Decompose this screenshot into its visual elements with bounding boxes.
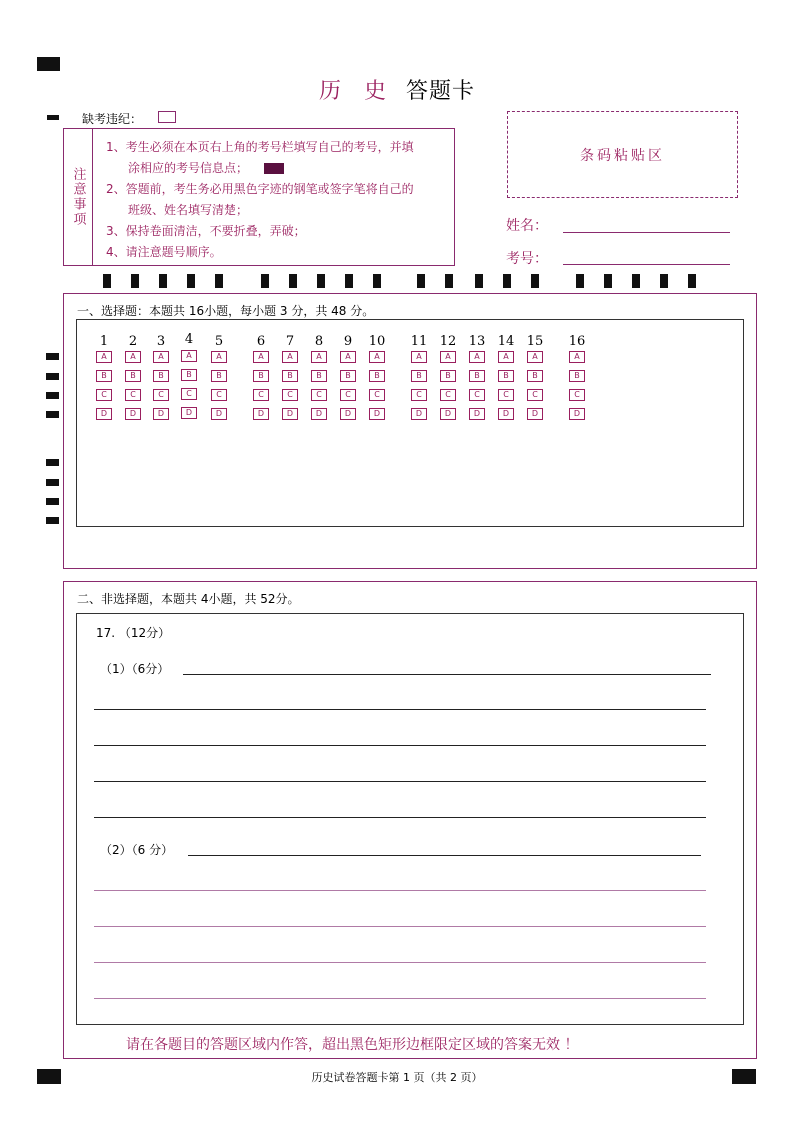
timing-mark: [289, 274, 297, 288]
timing-mark: [215, 274, 223, 288]
option-bubble-b[interactable]: B: [440, 370, 456, 382]
option-bubble-a[interactable]: A: [211, 351, 227, 363]
option-bubble-c[interactable]: C: [181, 388, 197, 400]
question-number: 11: [410, 334, 428, 349]
question-number: 8: [314, 334, 324, 349]
option-bubble-d[interactable]: D: [311, 408, 327, 420]
option-bubble-c[interactable]: C: [311, 389, 327, 401]
timing-mark: [475, 274, 483, 288]
option-bubble-d[interactable]: D: [569, 408, 585, 420]
option-bubble-d[interactable]: D: [282, 408, 298, 420]
answer-line[interactable]: [94, 781, 706, 782]
option-bubble-a[interactable]: A: [253, 351, 269, 363]
timing-mark: [531, 274, 539, 288]
question-number: 6: [256, 334, 266, 349]
option-bubble-d[interactable]: D: [181, 407, 197, 419]
notice-line-text: 涂相应的考号信息点；: [128, 161, 249, 175]
name-label: 姓名：: [506, 218, 548, 234]
page-title: [0, 74, 794, 105]
notice-line: [106, 158, 451, 179]
option-bubble-d[interactable]: D: [153, 408, 169, 420]
option-bubble-b[interactable]: B: [569, 370, 585, 382]
filled-example-mark: [264, 163, 284, 174]
notice-line: 班级、姓名填写清楚；: [128, 203, 249, 217]
timing-mark: [604, 274, 612, 288]
option-bubble-d[interactable]: D: [369, 408, 385, 420]
id-field[interactable]: [563, 264, 730, 265]
answer-line[interactable]: [94, 962, 706, 963]
question-number: 4: [184, 332, 194, 347]
barcode-area: [507, 111, 738, 198]
section-written-title: 二、非选择题，本题共 4小题，共 52分。: [77, 592, 300, 606]
timing-mark: [131, 274, 139, 288]
id-label: 考号：: [506, 251, 548, 267]
option-bubble-a[interactable]: A: [469, 351, 485, 363]
option-bubble-a[interactable]: A: [153, 351, 169, 363]
registration-mark-top-left: [37, 57, 60, 71]
question-number: 15: [526, 334, 544, 349]
option-bubble-c[interactable]: C: [498, 389, 514, 401]
option-bubble-a[interactable]: A: [527, 351, 543, 363]
question-17-label: 17. （12分）: [96, 626, 171, 640]
section-choice-title: 一、选择题：本题共 16小题，每小题 3 分，共 48 分。: [77, 304, 375, 318]
option-bubble-a[interactable]: A: [282, 351, 298, 363]
notice-line: 1、考生必须在本页右上角的考号栏填写自己的考号，并填: [106, 140, 414, 154]
option-bubble-d[interactable]: D: [411, 408, 427, 420]
option-bubble-a[interactable]: A: [96, 351, 112, 363]
option-bubble-c[interactable]: C: [253, 389, 269, 401]
notice-label: 注意事项: [64, 129, 93, 265]
option-bubble-c[interactable]: C: [125, 389, 141, 401]
name-field[interactable]: [563, 232, 730, 233]
question-number: 7: [285, 334, 295, 349]
option-bubble-a[interactable]: A: [569, 351, 585, 363]
side-mark: [46, 498, 59, 505]
option-bubble-a[interactable]: A: [125, 351, 141, 363]
option-bubble-b[interactable]: B: [498, 370, 514, 382]
notice-line: 4、请注意题号顺序。: [106, 245, 222, 259]
option-bubble-c[interactable]: C: [153, 389, 169, 401]
question-number: 10: [368, 334, 386, 349]
timing-mark: [103, 274, 111, 288]
question-17-2-label: （2）（6 分）: [100, 843, 174, 857]
notice-line: 3、保持卷面清洁，不要折叠，弄破；: [106, 224, 306, 238]
option-bubble-b[interactable]: B: [469, 370, 485, 382]
option-bubble-b[interactable]: B: [411, 370, 427, 382]
question-number: 1: [99, 334, 109, 349]
question-number: 2: [128, 334, 138, 349]
option-bubble-b[interactable]: B: [282, 370, 298, 382]
option-bubble-a[interactable]: A: [498, 351, 514, 363]
option-bubble-b[interactable]: B: [311, 370, 327, 382]
footer-warning: 请在各题目的答题区域内作答，超出黑色矩形边框限定区域的答案无效 ！: [126, 1037, 579, 1053]
timing-mark: [317, 274, 325, 288]
notice-box: [63, 128, 455, 266]
answer-line[interactable]: [183, 674, 711, 675]
side-mark: [46, 411, 59, 418]
timing-mark: [503, 274, 511, 288]
answer-line[interactable]: [94, 817, 706, 818]
option-bubble-a[interactable]: A: [440, 351, 456, 363]
option-bubble-c[interactable]: C: [440, 389, 456, 401]
timing-mark: [417, 274, 425, 288]
option-bubble-a[interactable]: A: [340, 351, 356, 363]
option-bubble-c[interactable]: C: [369, 389, 385, 401]
notice-line: 2、答题前，考生务必用黑色字迹的钢笔或签字笔将自己的: [106, 182, 414, 196]
option-bubble-d[interactable]: D: [96, 408, 112, 420]
option-bubble-d[interactable]: D: [211, 408, 227, 420]
timing-mark: [373, 274, 381, 288]
option-bubble-b[interactable]: B: [527, 370, 543, 382]
answer-line[interactable]: [94, 926, 706, 927]
card-title: 答题卡: [405, 79, 475, 104]
option-bubble-b[interactable]: B: [211, 370, 227, 382]
option-bubble-a[interactable]: A: [369, 351, 385, 363]
answer-line[interactable]: [94, 745, 706, 746]
answer-line[interactable]: [94, 709, 706, 710]
option-bubble-b[interactable]: B: [125, 370, 141, 382]
timing-mark: [576, 274, 584, 288]
option-bubble-d[interactable]: D: [440, 408, 456, 420]
answer-line[interactable]: [94, 890, 706, 891]
side-mark: [46, 373, 59, 380]
timing-mark: [632, 274, 640, 288]
option-bubble-a[interactable]: A: [311, 351, 327, 363]
option-bubble-d[interactable]: D: [125, 408, 141, 420]
barcode-label: 条码粘贴区: [580, 147, 665, 164]
option-bubble-d[interactable]: D: [253, 408, 269, 420]
option-bubble-c[interactable]: C: [96, 389, 112, 401]
side-mark: [46, 517, 59, 524]
side-mark: [46, 392, 59, 399]
timing-mark: [261, 274, 269, 288]
absent-checkbox[interactable]: [158, 111, 176, 123]
option-bubble-c[interactable]: C: [469, 389, 485, 401]
question-number: 5: [214, 334, 224, 349]
timing-mark: [345, 274, 353, 288]
option-bubble-d[interactable]: D: [498, 408, 514, 420]
timing-mark: [47, 115, 59, 120]
question-number: 3: [156, 334, 166, 349]
option-bubble-b[interactable]: B: [96, 370, 112, 382]
option-bubble-b[interactable]: B: [253, 370, 269, 382]
timing-mark: [688, 274, 696, 288]
timing-mark: [187, 274, 195, 288]
absent-label: 缺考违纪：: [82, 112, 143, 126]
option-bubble-b[interactable]: B: [181, 369, 197, 381]
option-bubble-c[interactable]: C: [411, 389, 427, 401]
question-number: 14: [497, 334, 515, 349]
page-number: 历史试卷答题卡第 1 页（共 2 页）: [311, 1071, 483, 1084]
question-number: 12: [439, 334, 457, 349]
question-number: 13: [468, 334, 486, 349]
option-bubble-d[interactable]: D: [469, 408, 485, 420]
option-bubble-c[interactable]: C: [340, 389, 356, 401]
question-number: 16: [568, 334, 586, 349]
option-bubble-a[interactable]: A: [181, 350, 197, 362]
question-number: 9: [343, 334, 353, 349]
option-bubble-c[interactable]: C: [569, 389, 585, 401]
option-bubble-b[interactable]: B: [340, 370, 356, 382]
side-mark: [46, 479, 59, 486]
answer-line[interactable]: [94, 998, 706, 999]
side-mark: [46, 459, 59, 466]
timing-mark: [445, 274, 453, 288]
option-bubble-d[interactable]: D: [340, 408, 356, 420]
option-bubble-c[interactable]: C: [282, 389, 298, 401]
question-17-1-label: （1）（6分）: [100, 662, 170, 676]
option-bubble-c[interactable]: C: [527, 389, 543, 401]
timing-mark: [159, 274, 167, 288]
option-bubble-a[interactable]: A: [411, 351, 427, 363]
option-bubble-c[interactable]: C: [211, 389, 227, 401]
option-bubble-d[interactable]: D: [527, 408, 543, 420]
notice-lines: [106, 137, 451, 263]
option-bubble-b[interactable]: B: [369, 370, 385, 382]
option-bubble-b[interactable]: B: [153, 370, 169, 382]
side-mark: [46, 353, 59, 360]
choice-answer-area: [76, 319, 744, 527]
subject-title: 历 史: [318, 79, 394, 104]
answer-line[interactable]: [188, 855, 701, 856]
timing-mark: [660, 274, 668, 288]
